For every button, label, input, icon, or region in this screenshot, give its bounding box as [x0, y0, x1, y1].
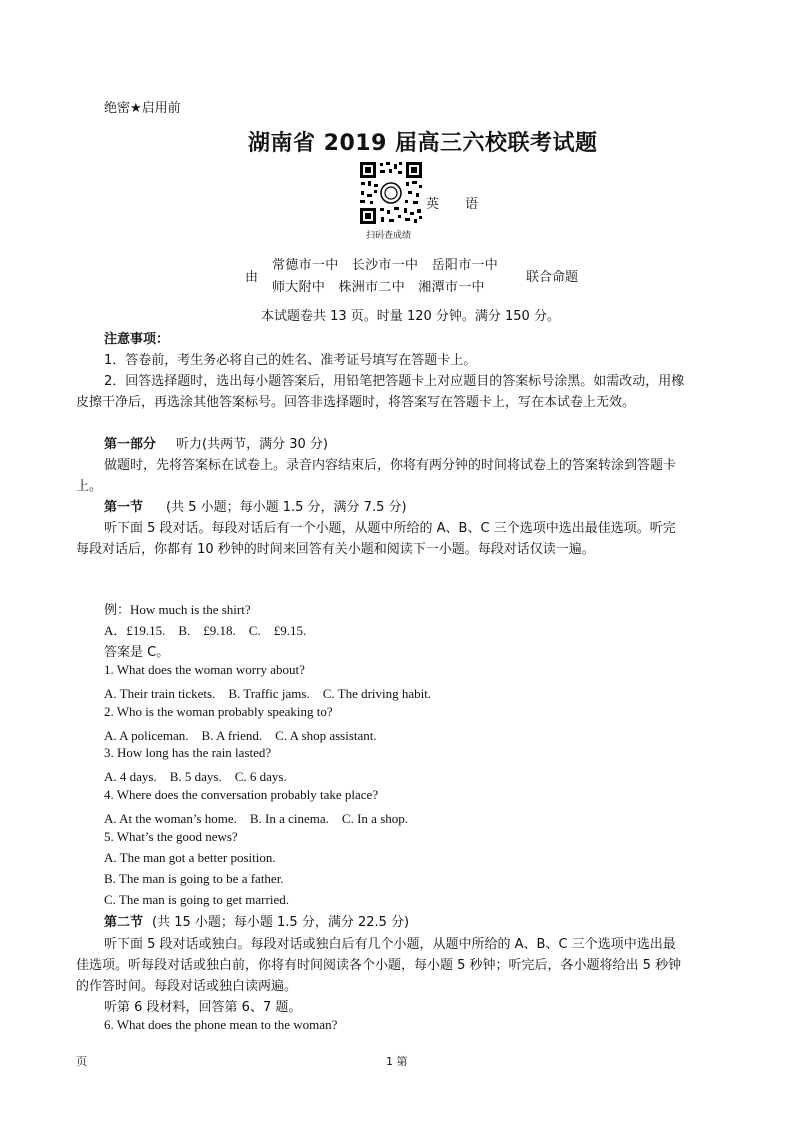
question-2: 2. Who is the woman probably speaking to? — [104, 704, 333, 719]
section2-material-intro: 听第 6 段材料，回答第 6、7 题。 — [104, 1000, 302, 1015]
question-5-option-a: A. The man got a better position. — [104, 850, 276, 865]
section1-heading-b: (共 5 小题；每小题 1.5 分，满分 7.5 分) — [166, 500, 407, 515]
subject-label: 英 语 — [426, 197, 479, 212]
section2-instructions-line-1: 听下面 5 段对话或独白。每段对话或独白后有几个小题，从题中所给的 A、B、C 三个选项中选出最 — [104, 937, 676, 952]
notice-item-2-line-2: 皮擦干净后，再选涂其他答案标号。回答非选择题时，将答案写在答题卡上，写在本试卷上无效。 — [76, 395, 636, 410]
qr-code-icon — [358, 160, 424, 226]
part1-instructions-line-1: 做题时，先将答案标在试卷上。录音内容结束后，你将有两分钟的时间将试卷上的答案转涂到答题卡 — [104, 458, 677, 473]
notice-title: 注意事项： — [104, 332, 170, 347]
question-5: 5. What’s the good news? — [104, 829, 238, 844]
section1-heading-a: 第一节 — [104, 500, 144, 515]
joint-label: 联合命题 — [526, 270, 579, 285]
notice-item-2-line-1: 2．回答选择题时，选出每小题答案后，用铅笔把答题卡上对应题目的答案标号涂黑。如需改动，用橡 — [104, 374, 685, 389]
example-options: A．£19.15. B. £9.18. C. £9.15. — [104, 623, 307, 638]
section2-heading-a: 第二节 — [104, 915, 144, 930]
by-label: 由 — [245, 270, 259, 285]
question-3-options: A. 4 days. B. 5 days. C. 6 days. — [104, 769, 287, 784]
example-answer: 答案是 C。 — [104, 645, 170, 660]
page-number: 1 第 — [386, 1055, 408, 1068]
part1-heading-b: 听力(共两节，满分 30 分) — [176, 437, 328, 452]
example-question: 例：How much is the shirt? — [104, 602, 251, 617]
question-4-options: A. At the woman’s home. B. In a cinema. C. In a shop. — [104, 811, 409, 826]
schools-row-2: 师大附中 株洲市二中 湘潭市一中 — [272, 280, 485, 295]
question-2-options: A. A policeman. B. A friend. C. A shop assistant. — [104, 728, 377, 743]
question-1-options: A. Their train tickets. B. Traffic jams. C. The driving habit. — [104, 686, 432, 701]
part1-instructions-line-2: 上。 — [76, 479, 103, 494]
question-4: 4. Where does the conversation probably take place? — [104, 787, 379, 802]
section2-heading-b: (共 15 小题；每小题 1.5 分，满分 22.5 分) — [152, 915, 410, 930]
question-5-option-b: B. The man is going to be a father. — [104, 871, 284, 886]
schools-row-1: 常德市一中 长沙市一中 岳阳市一中 — [272, 258, 499, 273]
section2-instructions-line-3: 的作答时间。每段对话或独白读两遍。 — [76, 979, 298, 994]
qr-caption: 扫码查成绩 — [366, 231, 412, 241]
page-title: 湖南省 2019 届高三六校联考试题 — [248, 131, 598, 156]
section1-instructions-line-2: 每段对话后，你都有 10 秒钟的时间来回答有关小题和阅读下一小题。每段对话仅读一遍。 — [76, 542, 595, 557]
section1-instructions-line-1: 听下面 5 段对话。每段对话后有一个小题，从题中所给的 A、B、C 三个选项中选出最佳选项。听完 — [104, 521, 676, 536]
part1-heading-a: 第一部分 — [104, 437, 157, 452]
exam-info: 本试题卷共 13 页。时量 120 分钟。满分 150 分。 — [261, 309, 560, 324]
question-5-option-c: C. The man is going to get married. — [104, 892, 289, 907]
notice-item-1: 1．答卷前，考生务必将自己的姓名、准考证号填写在答题卡上。 — [104, 353, 477, 368]
section2-instructions-line-2: 佳选项。听每段对话或独白前，你将有时间阅读各个小题，每小题 5 秒钟；听完后，各小题将给出 5 秒钟 — [76, 958, 682, 973]
question-1: 1. What does the woman worry about? — [104, 662, 305, 677]
footer-left: 页 — [76, 1055, 87, 1068]
confidential-label: 绝密★启用前 — [104, 101, 181, 116]
question-3: 3. How long has the rain lasted? — [104, 745, 272, 760]
question-6: 6. What does the phone mean to the woman? — [104, 1017, 338, 1032]
